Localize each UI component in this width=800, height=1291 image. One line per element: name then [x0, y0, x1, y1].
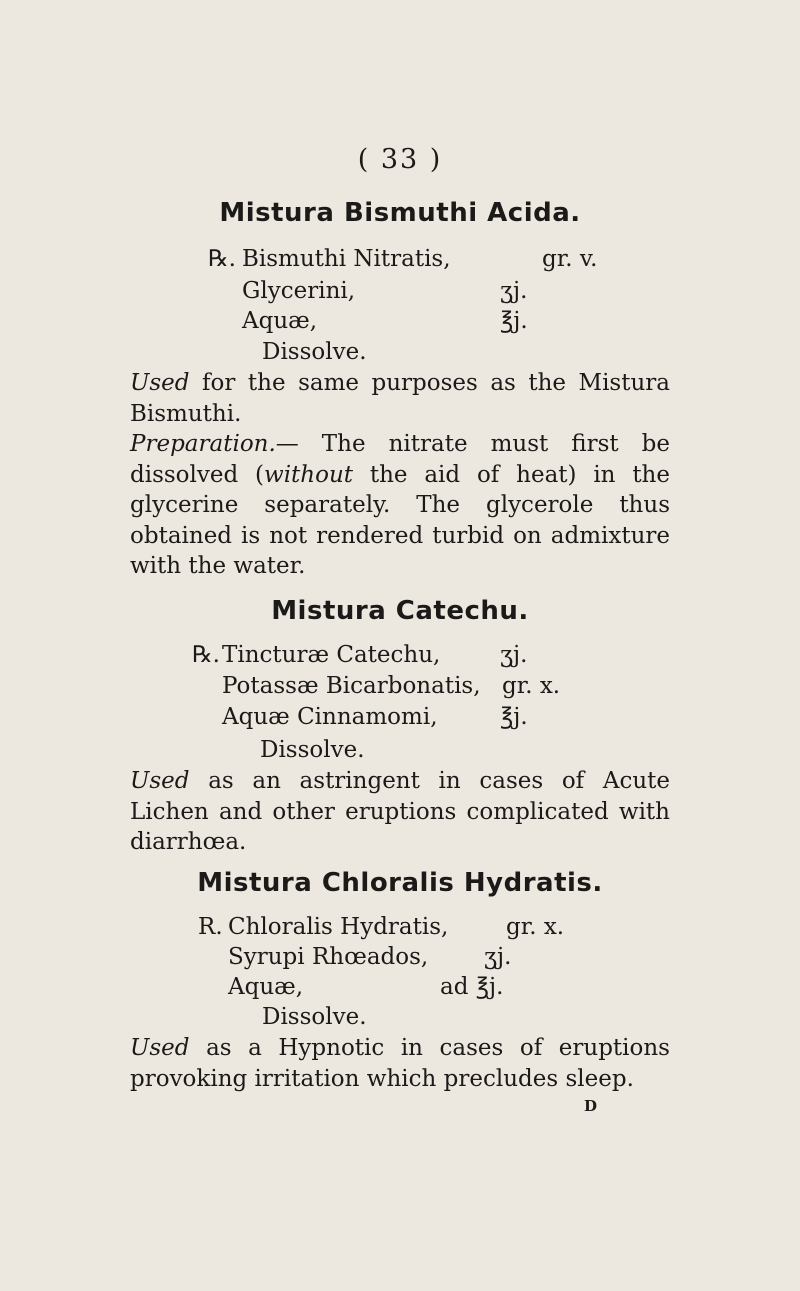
instruction-text: Dissolve.	[262, 1004, 367, 1030]
section-title-bismuthi: Mistura Bismuthi Acida.	[219, 198, 581, 228]
used-label: Used	[130, 768, 190, 794]
ingredient-quantity: gr. x.	[506, 914, 565, 940]
emphasis-text: without	[264, 461, 354, 488]
ingredient-name: Potassæ Bicarbonatis,	[222, 673, 481, 699]
ingredient-name: Aquæ,	[242, 308, 318, 334]
ingredient-name: Aquæ,	[228, 974, 304, 1000]
instruction-text: Dissolve.	[260, 737, 365, 763]
paragraph-line: obtained is not rendered turbid on admixture	[130, 522, 670, 549]
paragraph-line: Bismuthi.	[130, 400, 242, 427]
paragraph-line: Lichen and other eruptions complicated with	[130, 798, 670, 825]
rx-symbol: ℞.	[208, 246, 236, 272]
usage-paragraph	[130, 766, 670, 858]
ingredient-quantity: ʒj.	[500, 278, 528, 304]
paragraph-line: diarrhœa.	[130, 829, 247, 855]
paragraph-text: the aid of heat) in the	[353, 461, 670, 488]
ingredient-quantity: ℥j.	[500, 308, 528, 334]
rx-symbol: R.	[198, 914, 223, 940]
ingredient-name: Bismuthi Nitratis,	[242, 246, 451, 272]
ingredient-quantity: ʒj.	[484, 944, 512, 970]
rx-symbol: ℞.	[192, 642, 220, 668]
preparation-label: Preparation.	[130, 431, 276, 457]
ingredient-quantity: gr. v.	[542, 246, 598, 272]
ingredient-quantity: ℥j.	[500, 704, 528, 730]
used-label: Used	[130, 370, 190, 396]
ingredient-quantity: ʒj.	[500, 642, 528, 668]
page-number: ( 33 )	[357, 144, 443, 175]
section-title-catechu: Mistura Catechu.	[271, 596, 529, 626]
ingredient-name: Syrupi Rhœados,	[228, 944, 429, 970]
paragraph-text: for the same purposes as the Mistura	[189, 370, 670, 396]
ingredient-quantity: gr. x.	[502, 673, 561, 699]
paragraph-line: provoking irritation which precludes sleep.	[130, 1065, 634, 1092]
ingredient-name: Aquæ Cinnamomi,	[222, 704, 438, 730]
preparation-paragraph	[130, 429, 670, 582]
section-title-chloralis: Mistura Chloralis Hydratis.	[197, 868, 603, 898]
paragraph-line: with the water.	[130, 553, 306, 579]
paragraph-text: dissolved (	[130, 461, 265, 488]
used-label: Used	[130, 1035, 190, 1061]
paragraph-text: — The nitrate must first be	[275, 431, 670, 457]
paragraph-text: as an astringent in cases of Acute	[189, 768, 670, 794]
signature-mark: D	[584, 1097, 598, 1115]
ingredient-name: Tincturæ Catechu,	[222, 642, 441, 668]
paragraph-line: glycerine separately. The glycerole thus	[130, 492, 670, 518]
usage-paragraph	[130, 1033, 670, 1094]
ingredient-name: Chloralis Hydratis,	[228, 914, 449, 940]
usage-paragraph	[130, 368, 670, 429]
paragraph-text: as a Hypnotic in cases of eruptions	[189, 1035, 670, 1061]
instruction-text: Dissolve.	[262, 339, 367, 365]
ingredient-quantity: ad ℥j.	[440, 974, 504, 1000]
ingredient-name: Glycerini,	[242, 278, 356, 304]
